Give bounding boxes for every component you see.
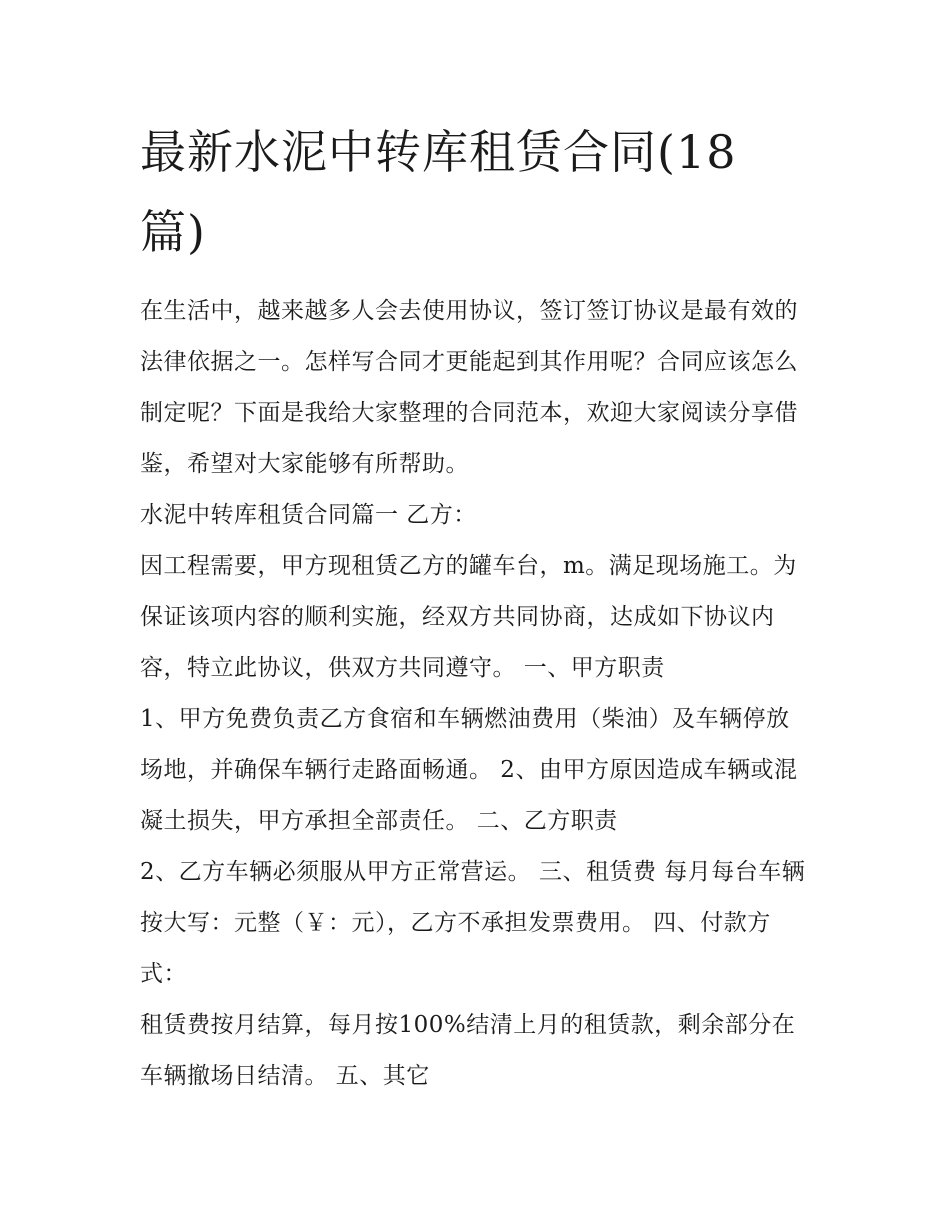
contract-preamble-paragraph: 因工程需要，甲方现租赁乙方的罐车台，m。满足现场施工。为保证该项内容的顺利实施，经双方共同协商，达成如下协议内容，特立此协议，供双方共同遵守。 一、甲方职责 bbox=[140, 553, 797, 681]
intro-paragraph: 在生活中，越来越多人会去使用协议，签订签订协议是最有效的法律依据之一。怎样写合同才更能起到其作用呢？合同应该怎么制定呢？下面是我给大家整理的合同范本，欢迎大家阅读分享借鉴，希望对大家能够有所帮助。 bbox=[140, 298, 798, 477]
document-title: 最新水泥中转库租赁合同(18篇) bbox=[140, 125, 737, 259]
payment-terms-paragraph: 租赁费按月结算，每月按100%结清上月的租赁款，剩余部分在车辆撤场日结清。 五、其它 bbox=[140, 1012, 796, 1089]
party-b-duties-paragraph: 2、乙方车辆必须服从甲方正常营运。 三、租赁费 每月每台车辆按大写：元整（￥：元），乙方不承担发票费用。 四、付款方式： bbox=[140, 859, 806, 987]
section-heading-paragraph: 水泥中转库租赁合同篇一 乙方： bbox=[140, 502, 477, 528]
document-page bbox=[140, 112, 812, 1102]
party-a-duties-paragraph: 1、甲方免费负责乙方食宿和车辆燃油费用（柴油）及车辆停放场地，并确保车辆行走路面畅通。 2、由甲方原因造成车辆或混凝土损失，甲方承担全部责任。 二、乙方职责 bbox=[140, 706, 798, 834]
